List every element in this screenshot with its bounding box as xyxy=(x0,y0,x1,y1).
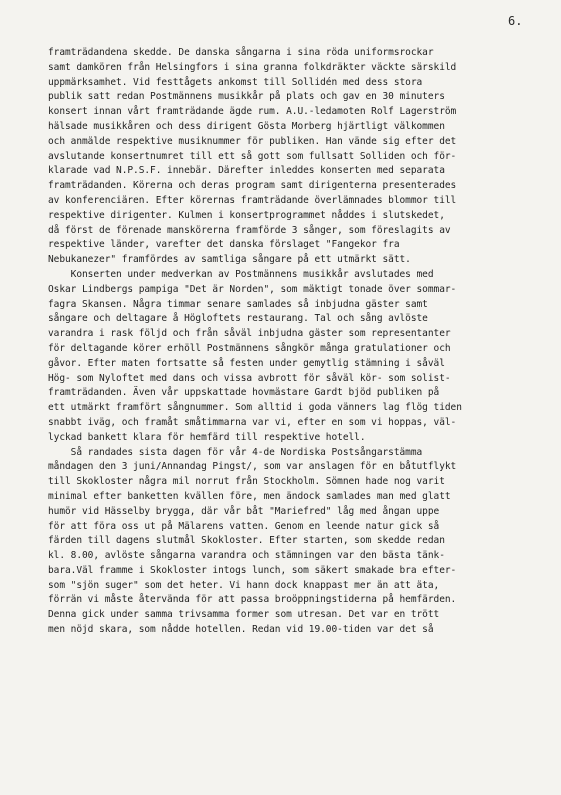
text-line: till Skokloster några mil norrut från Stockholm. Sömnen hade nog varit xyxy=(48,476,445,488)
text-line: uppmärksamhet. Vid festtågets ankomst till Sollidén med dess stora xyxy=(48,76,423,88)
text-line: fagra Skansen. Några timmar senare samlades så inbjudna gäster samt xyxy=(48,298,428,310)
text-line: respektive länder, varefter det danska förslaget "Fangekor fra xyxy=(48,239,400,251)
text-line: klarade vad N.P.S.F. innebär. Därefter inleddes konserten med separata xyxy=(48,165,445,177)
text-line: Nebukanezer" framfördes av samtliga sångare på ett utmärkt sätt. xyxy=(48,254,411,266)
text-line: och anmälde respektive musiknummer för publiken. Han vände sig efter det xyxy=(48,135,457,147)
text-line: respektive dirigenter. Kulmen i konsertprogrammet nåddes i slutskedet, xyxy=(48,209,445,221)
text-line: för deltagande körer erhöll Postmännens sångkör många gratulationer och xyxy=(48,342,451,354)
text-line: Så randades sista dagen för vår 4-de Nordiska Postsångarstämma xyxy=(48,446,423,458)
text-line: som "sjön suger" som det heter. Vi hann dock knappast mer än att äta, xyxy=(48,579,440,591)
text-line: Konserten under medverkan av Postmännens musikkår avslutades med xyxy=(48,268,434,280)
text-line: sångare och deltagare å Högloftets restaurang. Tal och sång avlöste xyxy=(48,313,428,325)
text-line: framträdanden. Även vår uppskattade hovmästare Gardt bjöd publiken på xyxy=(48,387,440,399)
text-line: måndagen den 3 juni/Annandag Pingst/, som var anslagen för en båtutflykt xyxy=(48,461,457,473)
text-line: samt damkören från Helsingfors i sina granna folkdräkter väckte särskild xyxy=(48,61,457,73)
text-line: gåvor. Efter maten fortsatte så festen under gemytlig stämning i såväl xyxy=(48,357,445,369)
text-line: av konferenciären. Efter körernas framträdande överlämnades blommor till xyxy=(48,194,457,206)
text-line: humör vid Hässelby brygga, där vår båt "Mariefred" låg med ångan uppe xyxy=(48,505,440,517)
text-line: avslutande konsertnumret till ett så gott som fullsatt Solliden och för- xyxy=(48,150,457,162)
text-line: bara.Väl framme i Skokloster intogs lunch, som säkert smakade bra efter- xyxy=(48,564,457,576)
text-line: lyckad bankett klara för hemfärd till respektive hotell. xyxy=(48,431,366,443)
text-line: men nöjd skara, som nådde hotellen. Redan vid 19.00-tiden var det så xyxy=(48,624,434,636)
text-line: Oskar Lindbergs pampiga "Det är Norden", som mäktigt tonade över sommar- xyxy=(48,283,457,295)
text-line: då först de förenade manskörerna framförde 3 sånger, som föreslagits av xyxy=(48,224,451,236)
text-line: hälsade musikkåren och dess dirigent Gösta Morberg hjärtligt välkommen xyxy=(48,120,445,132)
text-line: konsert innan vårt framträdande ägde rum. A.U.-ledamoten Rolf Lagerström xyxy=(48,106,457,118)
text-line: publik satt redan Postmännens musikkår på plats och gav en 30 minuters xyxy=(48,91,445,103)
page-number: 6. xyxy=(508,14,523,28)
text-line: Hög- som Nyloftet med dans och vissa avbrott för såväl kör- som solist- xyxy=(48,372,451,384)
text-line: varandra i rask följd och från såväl inbjudna gäster som representanter xyxy=(48,328,451,340)
text-line: Denna gick under samma trivsamma former som utresan. Det var en trött xyxy=(48,609,440,621)
text-line: förrän vi måste återvända för att passa broöppningstiderna på hemfärden. xyxy=(48,594,457,606)
text-line: kl. 8.00, avlöste sångarna varandra och stämningen var den bästa tänk- xyxy=(48,550,445,562)
text-line: för att föra oss ut på Mälarens vatten. Genom en leende natur gick så xyxy=(48,520,440,532)
text-line: färden till dagens slutmål Skokloster. Efter starten, som skedde redan xyxy=(48,535,445,547)
text-line: ett utmärkt framfört sångnummer. Som alltid i goda vänners lag flög tiden xyxy=(48,402,462,414)
text-line: minimal efter banketten kvällen före, men ändock samlades man med glatt xyxy=(48,490,451,502)
text-line: framträdanden. Körerna och deras program samt dirigenterna presenterades xyxy=(48,180,457,192)
text-line: framträdandena skedde. De danska sångarna i sina röda uniformsrockar xyxy=(48,47,434,58)
text-line: snabbt iväg, och framåt småtimmarna var vi, efter en som vi hoppas, väl- xyxy=(48,416,457,428)
body-text xyxy=(48,46,556,638)
